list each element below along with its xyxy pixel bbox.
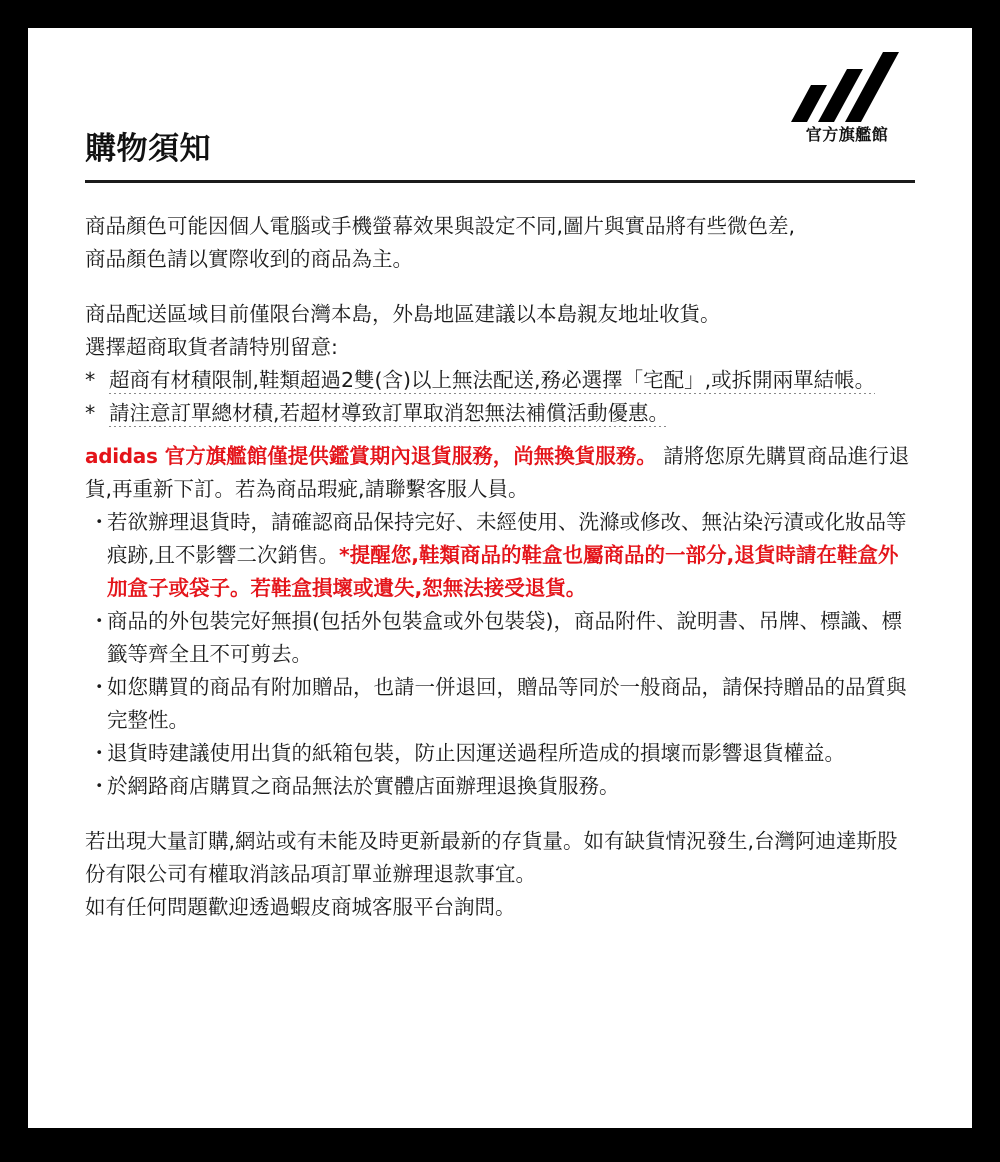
star-item-2-text: 請注意訂單總材積,若超材導致訂單取消恕無法補償活動優惠。 (109, 401, 670, 425)
star-item-2 (85, 397, 915, 430)
page-title: 購物須知 (85, 131, 211, 167)
page-header (85, 28, 915, 180)
return-conditions-list (85, 506, 915, 803)
bullet-dot-icon: ・ (89, 774, 110, 798)
color-notice-line-1: 商品顏色可能因個人電腦或手機螢幕效果與設定不同,圖片與實品將有些微色差, (85, 214, 796, 238)
spacer (85, 430, 915, 440)
brand-subtitle: 官方旗艦館 (805, 125, 889, 144)
adidas-three-stripes-logo (791, 52, 903, 122)
list-item (85, 605, 915, 671)
brand-block (781, 52, 913, 144)
stock-notice-line-1: 若出現大量訂購,網站或有未能及時更新最新的存貨量。如有缺貨情況發生,台灣阿迪達斯股份有限公司有權取消該品項訂單並辦理退款事宜。 (85, 829, 898, 886)
content-sheet (28, 28, 972, 1128)
bullet-dot-icon: ・ (89, 741, 110, 765)
content-inner (28, 28, 972, 1128)
list-item-text: 於網路商店購買之商品無法於實體店面辦理退換貨服務。 (107, 774, 620, 798)
bullet-dot-icon: ・ (89, 510, 110, 534)
list-item (85, 671, 915, 737)
list-item-text: 商品的外包裝完好無損(包括外包裝盒或外包裝袋)，商品附件、說明書、吊牌、標識、標籤等齊全且不可剪去。 (107, 609, 902, 666)
color-notice-line-2: 商品顏色請以實際收到的商品為主。 (85, 247, 413, 271)
star-marker: * (85, 368, 96, 392)
star-marker: * (85, 401, 96, 425)
adidas-wordmark: adidas (85, 444, 158, 468)
list-item (85, 737, 915, 770)
bullet-dot-icon: ・ (89, 609, 110, 633)
list-item (85, 770, 915, 803)
content-body (85, 183, 915, 924)
return-policy-paragraph (85, 440, 915, 506)
spacer (85, 803, 915, 825)
shipping-notice-line-2: 選擇超商取貨者請特別留意: (85, 335, 338, 359)
stock-notice-line-2: 如有任何問題歡迎透過蝦皮商城客服平台詢問。 (85, 895, 516, 919)
list-item (85, 506, 915, 605)
bullet-dot-icon: ・ (89, 675, 110, 699)
return-policy-rest: 請將您原先購買商品進行退貨,再重新下訂。若為商品瑕疵,請聯繫客服人員。 (85, 444, 910, 501)
list-item-text: 退貨時建議使用出貨的紙箱包裝，防止因運送過程所造成的損壞而影響退貨權益。 (107, 741, 845, 765)
return-policy-red-lead: 官方旗艦館僅提供鑑賞期內退貨服務，尚無換貨服務。 (157, 444, 657, 468)
star-item-1 (85, 364, 915, 397)
list-item-red-text: *提醒您,鞋類商品的鞋盒也屬商品的一部分,退貨時請在鞋盒外加盒子或袋子。若鞋盒損壞或遺失,恕無法接受退貨。 (107, 543, 899, 600)
spacer (85, 276, 915, 298)
list-item-text: 若欲辦理退貨時，請確認商品保持完好、未經使用、洗滌或修改、無沾染污漬或化妝品等痕跡,且不影響二次銷售。 (107, 510, 907, 567)
star-item-1-text: 超商有材積限制,鞋類超過2雙(含)以上無法配送,務必選擇「宅配」,或拆開兩單結帳。 (109, 368, 876, 392)
shipping-notice-line-1: 商品配送區域目前僅限台灣本島，外島地區建議以本島親友地址收貨。 (85, 302, 721, 326)
list-item-text: 如您購買的商品有附加贈品，也請一併退回，贈品等同於一般商品，請保持贈品的品質與完整性。 (107, 675, 907, 732)
